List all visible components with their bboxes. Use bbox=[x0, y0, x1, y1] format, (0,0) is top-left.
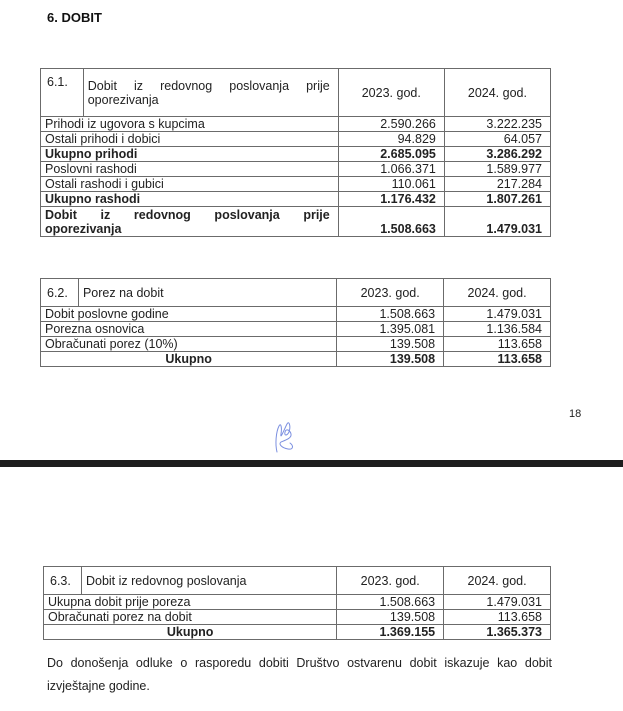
value-2023: 1.176.432 bbox=[338, 192, 444, 207]
column-header-2024: 2024. god. bbox=[444, 567, 551, 595]
page-number: 18 bbox=[569, 408, 582, 420]
row-label: Porezna osnovica bbox=[41, 322, 337, 337]
table-row bbox=[41, 337, 551, 352]
value-2024: 1.479.031 bbox=[444, 207, 550, 237]
value-2023: 1.508.663 bbox=[338, 207, 444, 237]
table-6-1-profit-before-tax bbox=[40, 68, 551, 237]
row-label: Dobit iz redovnog poslovanja prije oporezivanja bbox=[41, 207, 339, 237]
value-2024: 1.807.261 bbox=[444, 192, 550, 207]
value-2024: 64.057 bbox=[444, 132, 550, 147]
row-label: Ostali rashodi i gubici bbox=[41, 177, 339, 192]
value-2023: 139.508 bbox=[337, 352, 444, 367]
table-row bbox=[41, 132, 551, 147]
value-2024: 113.658 bbox=[444, 352, 551, 367]
value-2024: 1.479.031 bbox=[444, 595, 551, 610]
value-2023: 139.508 bbox=[337, 610, 444, 625]
table-number: 6.1. bbox=[41, 69, 84, 117]
table-number: 6.2. bbox=[41, 279, 79, 307]
value-2024: 1.589.977 bbox=[444, 162, 550, 177]
value-2023: 110.061 bbox=[338, 177, 444, 192]
row-label: Prihodi iz ugovora s kupcima bbox=[41, 117, 339, 132]
table-title: Dobit iz redovnog poslovanja bbox=[81, 567, 336, 595]
value-2023: 1.066.371 bbox=[338, 162, 444, 177]
table-row bbox=[41, 162, 551, 177]
table-row bbox=[44, 610, 551, 625]
row-label: Obračunati porez na dobit bbox=[44, 610, 337, 625]
closing-paragraph: Do donošenja odluke o rasporedu dobiti Društvo ostvarenu dobit iskazuje kao dobit izvještajne godine. bbox=[47, 656, 552, 693]
column-header-2024: 2024. god. bbox=[444, 69, 550, 117]
value-2023: 94.829 bbox=[338, 132, 444, 147]
table-row bbox=[41, 117, 551, 132]
value-2023: 1.369.155 bbox=[337, 625, 444, 640]
table-header-row bbox=[41, 69, 551, 117]
column-header-2023: 2023. god. bbox=[337, 279, 444, 307]
row-label: Obračunati porez (10%) bbox=[41, 337, 337, 352]
table-6-3-profit-from-operations bbox=[43, 566, 551, 640]
table-header-row bbox=[41, 279, 551, 307]
table-row bbox=[41, 177, 551, 192]
row-label: Ukupno rashodi bbox=[41, 192, 339, 207]
value-2023: 1.395.081 bbox=[337, 322, 444, 337]
row-label: Ostali prihodi i dobici bbox=[41, 132, 339, 147]
section-heading: 6. DOBIT bbox=[47, 10, 102, 25]
column-header-2023: 2023. god. bbox=[337, 567, 444, 595]
row-label: Ukupno bbox=[41, 352, 337, 367]
row-label: Ukupno bbox=[44, 625, 337, 640]
value-2023: 2.590.266 bbox=[338, 117, 444, 132]
signature-icon bbox=[272, 418, 298, 454]
table-header-row bbox=[44, 567, 551, 595]
column-header-2024: 2024. god. bbox=[444, 279, 551, 307]
value-2024: 3.286.292 bbox=[444, 147, 550, 162]
value-2023: 2.685.095 bbox=[338, 147, 444, 162]
value-2024: 1.479.031 bbox=[444, 307, 551, 322]
table-row-subtotal bbox=[41, 147, 551, 162]
table-row-total bbox=[41, 352, 551, 367]
value-2023: 1.508.663 bbox=[337, 307, 444, 322]
table-row-total bbox=[41, 207, 551, 237]
value-2023: 1.508.663 bbox=[337, 595, 444, 610]
value-2023: 139.508 bbox=[337, 337, 444, 352]
value-2024: 113.658 bbox=[444, 610, 551, 625]
value-2024: 217.284 bbox=[444, 177, 550, 192]
value-2024: 1.136.584 bbox=[444, 322, 551, 337]
value-2024: 3.222.235 bbox=[444, 117, 550, 132]
page-break-divider bbox=[0, 460, 623, 467]
table-row bbox=[41, 322, 551, 337]
table-number: 6.3. bbox=[44, 567, 82, 595]
table-title: Porez na dobit bbox=[78, 279, 336, 307]
table-title: Dobit iz redovnog poslovanja prije oporezivanja bbox=[83, 69, 338, 117]
table-row bbox=[41, 307, 551, 322]
row-label: Poslovni rashodi bbox=[41, 162, 339, 177]
table-row-total bbox=[44, 625, 551, 640]
table-6-2-income-tax bbox=[40, 278, 551, 367]
value-2024: 113.658 bbox=[444, 337, 551, 352]
row-label: Ukupna dobit prije poreza bbox=[44, 595, 337, 610]
row-label: Dobit poslovne godine bbox=[41, 307, 337, 322]
table-row-subtotal bbox=[41, 192, 551, 207]
table-row bbox=[44, 595, 551, 610]
row-label: Ukupno prihodi bbox=[41, 147, 339, 162]
value-2024: 1.365.373 bbox=[444, 625, 551, 640]
column-header-2023: 2023. god. bbox=[338, 69, 444, 117]
